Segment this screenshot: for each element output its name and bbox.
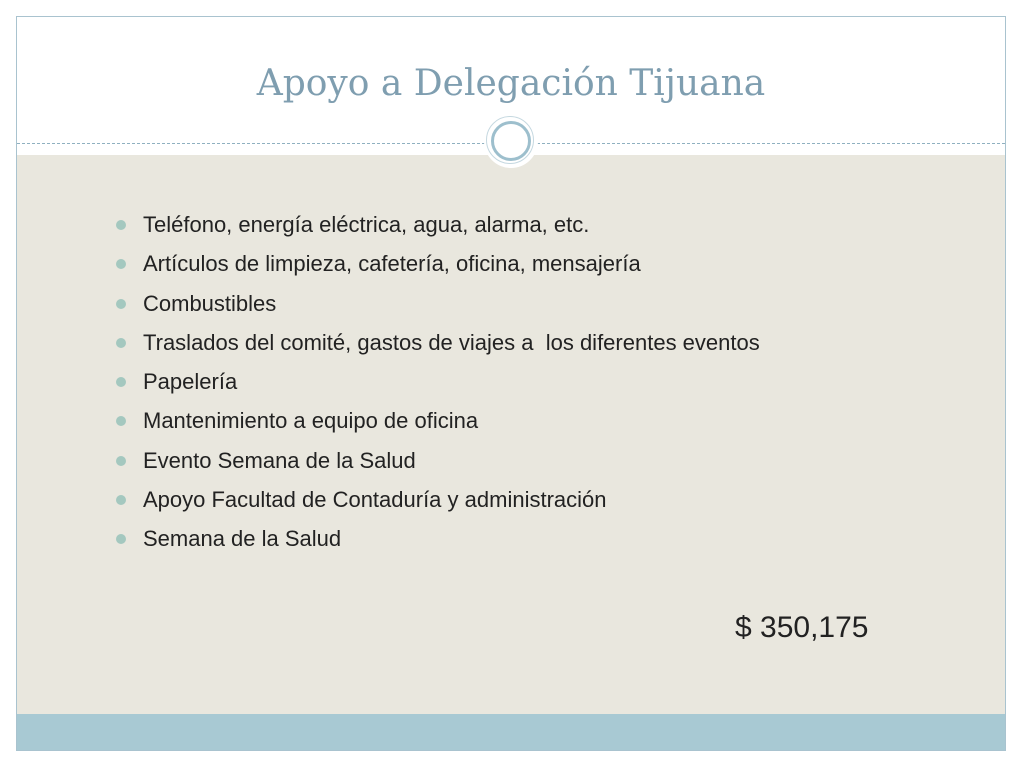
list-item-text: Semana de la Salud bbox=[143, 526, 342, 552]
bullet-icon bbox=[116, 259, 126, 269]
list-item-text: Combustibles bbox=[143, 290, 277, 316]
list-item-text: Evento Semana de la Salud bbox=[143, 447, 416, 473]
list-item-text: Mantenimiento a equipo de oficina bbox=[143, 408, 479, 434]
list-item bbox=[107, 205, 760, 244]
list-item bbox=[107, 519, 760, 558]
list-item-text: Teléfono, energía eléctrica, agua, alarma, etc. bbox=[143, 212, 590, 237]
bullet-icon bbox=[116, 299, 126, 309]
list-item-text: Papelería bbox=[143, 369, 238, 395]
bullet-icon bbox=[116, 338, 126, 348]
total-amount: $ 350,175 bbox=[735, 611, 869, 644]
list-item-text: Apoyo Facultad de Contaduría y administración bbox=[143, 487, 607, 513]
list-item bbox=[107, 480, 760, 519]
list-item-text: Traslados del comité, gastos de viajes a los diferentes eventos bbox=[143, 329, 760, 355]
circle-ornament-icon bbox=[485, 115, 537, 167]
slide-title: Apoyo a Delegación Tijuana bbox=[256, 63, 766, 104]
list-item bbox=[107, 441, 760, 480]
bullet-icon bbox=[116, 220, 126, 230]
list-item bbox=[107, 244, 760, 283]
list-item bbox=[107, 284, 760, 323]
bullet-list bbox=[107, 205, 760, 559]
bullet-icon bbox=[116, 377, 126, 387]
bullet-icon bbox=[116, 416, 126, 426]
list-item bbox=[107, 323, 760, 362]
bullet-icon bbox=[116, 534, 126, 544]
list-item bbox=[107, 362, 760, 401]
ornament-inner-ring bbox=[491, 121, 531, 161]
list-item bbox=[107, 401, 760, 440]
bullet-icon bbox=[116, 456, 126, 466]
bullet-icon bbox=[116, 495, 126, 505]
slide bbox=[16, 16, 1006, 751]
footer-bar bbox=[17, 714, 1005, 750]
list-item-text: Artículos de limpieza, cafetería, oficina, mensajería bbox=[143, 251, 641, 277]
content-area bbox=[17, 155, 1005, 715]
